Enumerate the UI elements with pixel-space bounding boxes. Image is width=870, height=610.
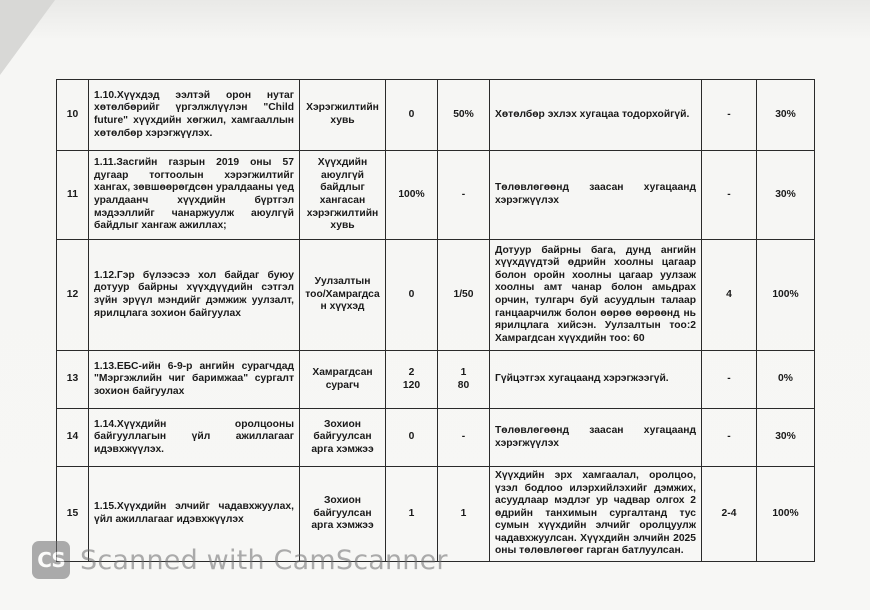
score-cell: 4 xyxy=(702,240,757,351)
score-cell: - xyxy=(702,80,757,151)
indicator-cell: Зохион байгуулсан арга хэмжээ xyxy=(300,409,386,467)
table-row xyxy=(57,409,815,467)
result-cell: Төлөвлөгөөнд заасан хугацаанд хэрэгжүүлэх xyxy=(490,151,702,240)
baseline-cell: 100% xyxy=(386,151,438,240)
percent-cell: 30% xyxy=(757,151,815,240)
target-cell: - xyxy=(438,409,490,467)
row-number: 13 xyxy=(57,351,89,409)
row-number: 15 xyxy=(57,467,89,562)
activity-cell: 1.13.ЕБС-ийн 6-9-р ангийн сурагчдад "Мэргэжлийн чиг баримжаа" сургалт зохион байгуулах xyxy=(89,351,300,409)
indicator-cell: Хэрэгжилтийн хувь xyxy=(300,80,386,151)
baseline-cell: 1 xyxy=(386,467,438,562)
table-row xyxy=(57,351,815,409)
result-cell: Төлөвлөгөөнд заасан хугацаанд хэрэгжүүлэх xyxy=(490,409,702,467)
score-cell: - xyxy=(702,151,757,240)
table-row xyxy=(57,240,815,351)
activity-cell: 1.10.Хүүхдэд ээлтэй орон нутаг хөтөлбөрийг үргэлжлүүлэн "Child future" хүүхдийн хөгжил, хамгааллын хөтөлбөр хэрэгжүүлэх. xyxy=(89,80,300,151)
target-cell: 1 80 xyxy=(438,351,490,409)
score-cell: 2-4 xyxy=(702,467,757,562)
baseline-cell: 0 xyxy=(386,409,438,467)
target-cell: 1/50 xyxy=(438,240,490,351)
indicator-cell: Хүүхдийн аюулгүй байдлыг хангасан хэрэгжилтийн хувь xyxy=(300,151,386,240)
row-number: 12 xyxy=(57,240,89,351)
target-cell: 50% xyxy=(438,80,490,151)
camscanner-watermark xyxy=(32,540,448,580)
activity-cell: 1.11.Засгийн газрын 2019 оны 57 дугаар тогтоолын хэрэгжилтийг хангах, зөвшөөрөгдсөн уралдааны үед уралдаанч хүүхдийн бүртгэл мэдээллийг чанаржуулж аюулгүй байдлыг хангаж ажиллах; xyxy=(89,151,300,240)
result-cell: Дотуур байрны бага, дунд ангийн хүүхдүүдтэй өдрийн хоолны цагаар болон оройн хоолны цагаар уулзаж хоолны амт чанар болон амьдрах орчин, тулгарч буй асуудлын талаар ганцаарчилж болон өөрөө өөрөөнд нь ярилцлага хийсэн. Уулзалтын тоо:2 Хамрагдсан хүүхдийн тоо: 60 xyxy=(490,240,702,351)
table-row xyxy=(57,80,815,151)
result-cell: Хүүхдийн эрх хамгаалал, оролцоо, үзэл бодлоо илэрхийлэхийг дэмжих, асуудлаар мэдлэг ур чадвар олгох 2 өдрийн танхимын сургалтанд тус сумын хүүхдийн элчийг оролцуулж чадавхжуулсан. Хүүхдийн элчийн 2025 оны төлөвлөгөөг гарган батлуулсан. xyxy=(490,467,702,562)
activity-cell: 1.15.Хүүхдийн элчийг чадавхжуулах, үйл ажиллагааг идэвхжүүлэх xyxy=(89,467,300,562)
score-cell: - xyxy=(702,351,757,409)
row-number: 14 xyxy=(57,409,89,467)
target-cell: - xyxy=(438,151,490,240)
camscanner-logo-icon: CS xyxy=(32,541,70,579)
indicator-cell: Уулзалтын тоо/Хамрагдса н хүүхэд xyxy=(300,240,386,351)
page-corner-fold xyxy=(0,0,55,75)
activity-report-table xyxy=(56,79,815,562)
baseline-cell: 0 xyxy=(386,240,438,351)
percent-cell: 0% xyxy=(757,351,815,409)
percent-cell: 30% xyxy=(757,409,815,467)
baseline-cell: 0 xyxy=(386,80,438,151)
percent-cell: 30% xyxy=(757,80,815,151)
row-number: 10 xyxy=(57,80,89,151)
result-cell: Гүйцэтгэх хугацаанд хэрэгжээгүй. xyxy=(490,351,702,409)
target-cell: 1 xyxy=(438,467,490,562)
watermark-text: Scanned with CamScanner xyxy=(80,544,448,576)
activity-cell: 1.12.Гэр бүлээсээ хол байдаг буюу дотуур байрны хүүхдүүдийн сэтгэл зүйн эрүүл мэндийг дэмжиж уулзалт, ярилцлага зохион байгуулах xyxy=(89,240,300,351)
table-row xyxy=(57,151,815,240)
indicator-cell: Зохион байгуулсан арга хэмжээ xyxy=(300,467,386,562)
activity-cell: 1.14.Хүүхдийн оролцооны байгууллагын үйл ажиллагааг идэвхжүүлэх. xyxy=(89,409,300,467)
indicator-cell: Хамрагдсан сурагч xyxy=(300,351,386,409)
row-number: 11 xyxy=(57,151,89,240)
score-cell: - xyxy=(702,409,757,467)
baseline-cell: 2 120 xyxy=(386,351,438,409)
percent-cell: 100% xyxy=(757,240,815,351)
percent-cell: 100% xyxy=(757,467,815,562)
result-cell: Хөтөлбөр эхлэх хугацаа тодорхойгүй. xyxy=(490,80,702,151)
